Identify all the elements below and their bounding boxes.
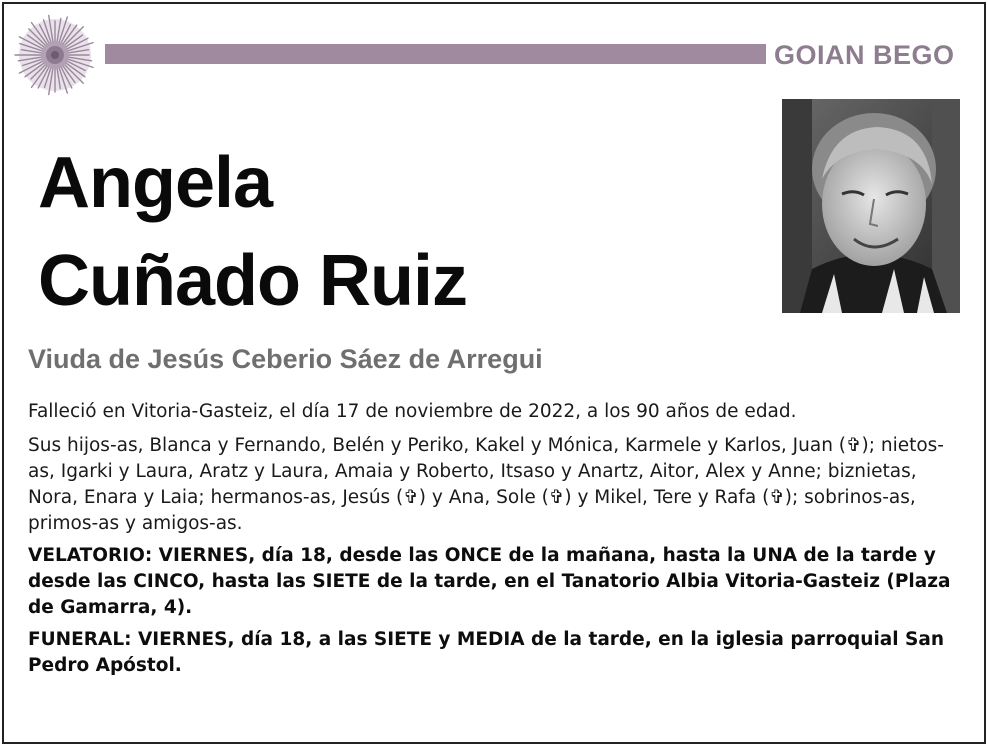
widow-subtitle: Viuda de Jesús Ceberio Sáez de Arregui [28, 344, 543, 374]
obituary-body [28, 399, 968, 679]
name-first: Angela [38, 143, 273, 223]
deceased-name [38, 134, 638, 330]
portrait-photo [782, 99, 960, 313]
obituary-card [2, 2, 986, 744]
eguzkilore-flower-icon [10, 12, 100, 98]
name-surnames: Cuñado Ruiz [38, 241, 467, 321]
funeral-details: FUNERAL: VIERNES, día 18, a las SIETE y MEDIA de la tarde, en la iglesia parroquial San Pedro Apóstol. [28, 629, 945, 676]
family-list: Sus hijos-as, Blanca y Fernando, Belén y Periko, Kakel y Mónica, Karmele y Karlos, Juan (✞); nietos-as, Igarki y Laura, Aratz y Laura, Amaia y Roberto, Itsaso y Anartz, Aitor, Alex y Anne; biznietas, Nora, Enara y Laia; hermanos-as, Jesús (✞) y Ana, Sole (✞) y Mikel, Tere y Rafa (✞); sobrinos-as, primos-as y amigos-as. [28, 435, 944, 534]
wake-details: VELATORIO: VIERNES, día 18, desde las ONCE de la mañana, hasta la UNA de la tarde y desde las CINCO, hasta las SIETE de la tarde, en el Tanatorio Albia Vitoria-Gasteiz (Plaza de Gamarra, 4). [28, 545, 951, 618]
header-accent-bar [105, 44, 766, 64]
brand-label: GOIAN BEGO [774, 40, 955, 70]
death-notice: Falleció en Vitoria-Gasteiz, el día 17 de noviembre de 2022, a los 90 años de edad. [28, 401, 797, 422]
